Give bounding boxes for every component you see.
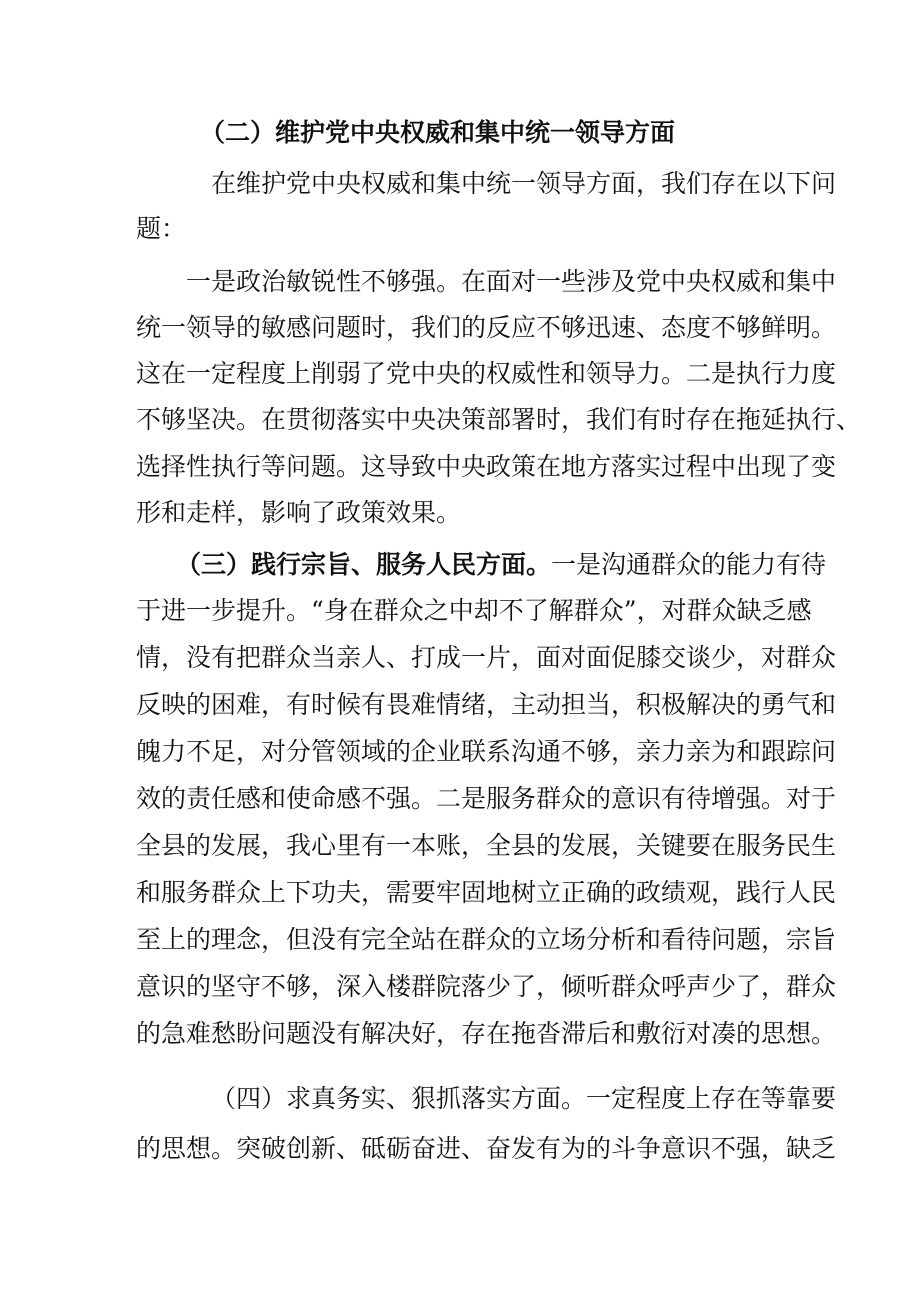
section-2-intro-line-1: 在维护党中央权威和集中统一领导方面，我们存在以下问 bbox=[211, 169, 837, 198]
section-3-line-9: 至上的理念，但没有完全站在群众的立场分析和看待问题，宗旨 bbox=[136, 925, 837, 954]
section-3-line-6: 效的责任感和使命感不强。二是服务群众的意识有待增强。对于 bbox=[136, 784, 837, 813]
section-3-line-5: 魄力不足，对分管领域的企业联系沟通不够，亲力亲为和跟踪问 bbox=[136, 737, 837, 766]
section-3-first-line-text: 一是沟通群众的能力有待 bbox=[551, 550, 827, 579]
section-3-heading: （三）践行宗旨、服务人民方面。 bbox=[176, 550, 552, 579]
section-3-line-8: 和服务群众上下功夫，需要牢固地树立正确的政绩观，践行人民 bbox=[136, 878, 837, 907]
section-2-heading: （二）维护党中央权威和集中统一领导方面 bbox=[200, 118, 676, 147]
section-2-intro-line-2: 题： bbox=[136, 214, 187, 243]
section-2-body-line-6: 形和走样，影响了政策效果。 bbox=[136, 498, 462, 527]
section-2-body-line-2: 统一领导的敏感问题时，我们的反应不够迅速、态度不够鲜明。 bbox=[136, 313, 837, 342]
section-2-body-line-1: 一是政治敏锐性不够强。在面对一些涉及党中央权威和集中 bbox=[186, 267, 837, 296]
section-2-body-line-3: 这在一定程度上削弱了党中央的权威性和领导力。二是执行力度 bbox=[136, 359, 837, 388]
section-3-line-10: 意识的坚守不够，深入楼群院落少了，倾听群众呼声少了，群众 bbox=[136, 972, 837, 1001]
section-3-first-line bbox=[176, 548, 827, 582]
section-4-line-2: 的思想。突破创新、砥砺奋进、奋发有为的斗争意识不强，缺乏 bbox=[136, 1134, 837, 1163]
section-3-line-2: 于进一步提升。“身在群众之中却不了解群众”，对群众缺乏感 bbox=[136, 596, 812, 625]
section-4-line-1: （四）求真务实、狠抓落实方面。一定程度上存在等靠要 bbox=[211, 1084, 837, 1113]
section-3-line-7: 全县的发展，我心里有一本账，全县的发展，关键要在服务民生 bbox=[136, 831, 837, 860]
section-2-body-line-5: 选择性执行等问题。这导致中央政策在地方落实过程中出现了变 bbox=[136, 452, 837, 481]
section-3-line-4: 反映的困难，有时候有畏难情绪，主动担当，积极解决的勇气和 bbox=[136, 690, 837, 719]
section-3-line-3: 情，没有把群众当亲人、打成一片，面对面促膝交谈少，对群众 bbox=[136, 643, 837, 672]
section-2-body-line-4: 不够坚决。在贯彻落实中央决策部署时，我们有时存在拖延执行、 bbox=[136, 405, 862, 434]
section-3-line-11: 的急难愁盼问题没有解决好，存在拖沓滞后和敷衍对凑的思想。 bbox=[136, 1019, 837, 1048]
